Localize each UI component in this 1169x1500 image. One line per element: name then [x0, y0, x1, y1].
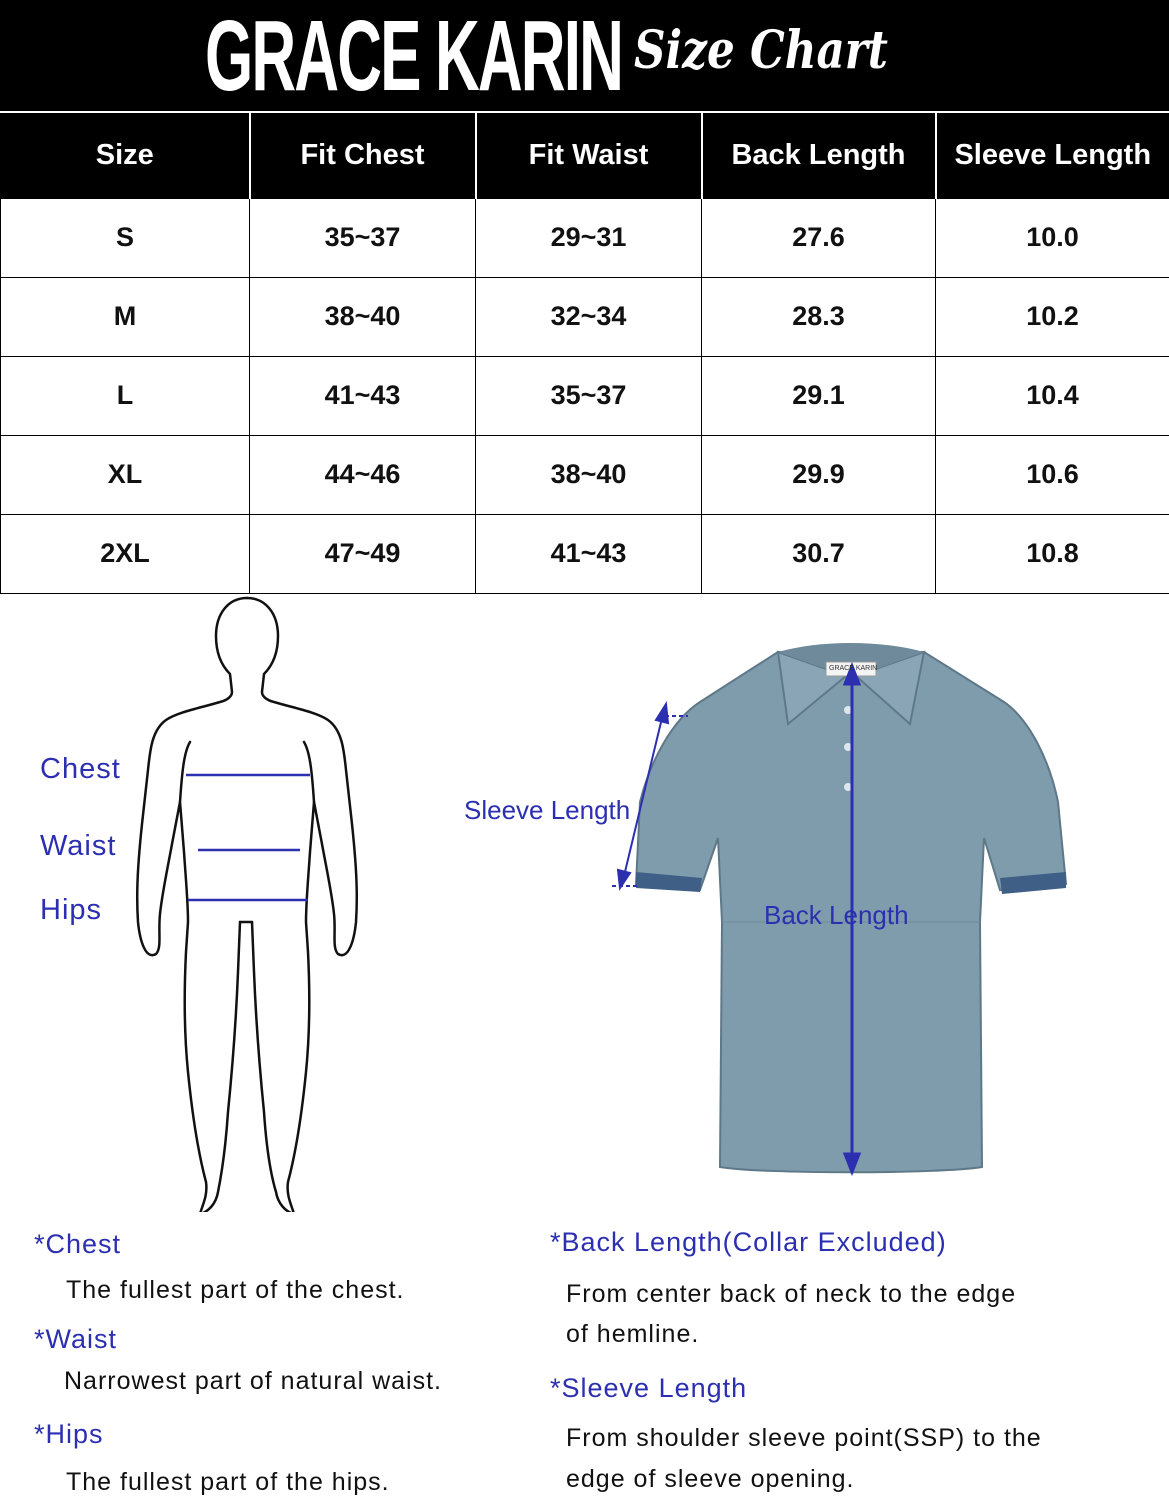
table-row: [1, 277, 1169, 356]
table-row: [1, 198, 1169, 277]
table-cell: 10.2: [936, 277, 1169, 356]
hips-label: Hips: [40, 894, 103, 926]
table-cell: 47~49: [250, 514, 476, 593]
column-header: Back Length: [702, 112, 936, 198]
table-cell: 29.9: [702, 435, 936, 514]
table-cell: 30.7: [702, 514, 936, 593]
table-header-row: [1, 112, 1169, 198]
body-outline-icon: [137, 598, 357, 1212]
column-header: Fit Waist: [476, 112, 702, 198]
column-header: Size: [1, 112, 250, 198]
sleeve-length-label: Sleeve Length: [464, 795, 631, 825]
table-cell: 35~37: [250, 198, 476, 277]
note-waist-heading: *Waist: [34, 1324, 118, 1354]
size-chart-title: Size Chart: [634, 20, 888, 81]
body-measure-lines: [186, 775, 310, 900]
table-cell: 28.3: [702, 277, 936, 356]
column-header: Sleeve Length: [936, 112, 1169, 198]
table-cell: M: [1, 277, 250, 356]
brand-logo: GRACE KARIN: [205, 0, 622, 112]
table-cell: 35~37: [476, 356, 702, 435]
note-back-text-1: From center back of neck to the edge: [566, 1280, 1017, 1308]
table-cell: L: [1, 356, 250, 435]
table-cell: 2XL: [1, 514, 250, 593]
back-length-label: Back Length: [764, 900, 909, 930]
table-cell: S: [1, 198, 250, 277]
table-cell: 38~40: [250, 277, 476, 356]
header-banner: [0, 0, 1169, 111]
note-hips-heading: *Hips: [34, 1419, 104, 1449]
note-back-heading: *Back Length(Collar Excluded): [550, 1227, 947, 1257]
table-cell: XL: [1, 435, 250, 514]
measurement-figures: [0, 592, 1169, 1212]
table-cell: 29~31: [476, 198, 702, 277]
column-header: Fit Chest: [250, 112, 476, 198]
table-row: [1, 356, 1169, 435]
note-chest-text: The fullest part of the chest.: [66, 1276, 405, 1304]
table-row: [1, 435, 1169, 514]
table-cell: 41~43: [250, 356, 476, 435]
note-sleeve-heading: *Sleeve Length: [550, 1373, 748, 1403]
chest-label: Chest: [40, 753, 121, 785]
figure-illustrations: [0, 592, 1169, 1212]
table-cell: 10.8: [936, 514, 1169, 593]
table-row: [1, 514, 1169, 593]
table-cell: 10.0: [936, 198, 1169, 277]
table-cell: 44~46: [250, 435, 476, 514]
table-cell: 27.6: [702, 198, 936, 277]
table-cell: 29.1: [702, 356, 936, 435]
table-cell: 10.4: [936, 356, 1169, 435]
shirt-tag-text: GRACE KARIN: [829, 665, 878, 672]
note-hips-text: The fullest part of the hips.: [66, 1468, 390, 1496]
note-sleeve-text-2: edge of sleeve opening.: [566, 1465, 855, 1493]
table-cell: 38~40: [476, 435, 702, 514]
waist-label: Waist: [40, 830, 117, 862]
note-back-text-2: of hemline.: [566, 1320, 700, 1348]
note-chest-heading: *Chest: [34, 1229, 122, 1259]
note-waist-text: Narrowest part of natural waist.: [64, 1367, 442, 1395]
table-cell: 10.6: [936, 435, 1169, 514]
size-table: [0, 111, 1169, 594]
table-cell: 41~43: [476, 514, 702, 593]
table-cell: 32~34: [476, 277, 702, 356]
note-sleeve-text-1: From shoulder sleeve point(SSP) to the: [566, 1424, 1042, 1452]
